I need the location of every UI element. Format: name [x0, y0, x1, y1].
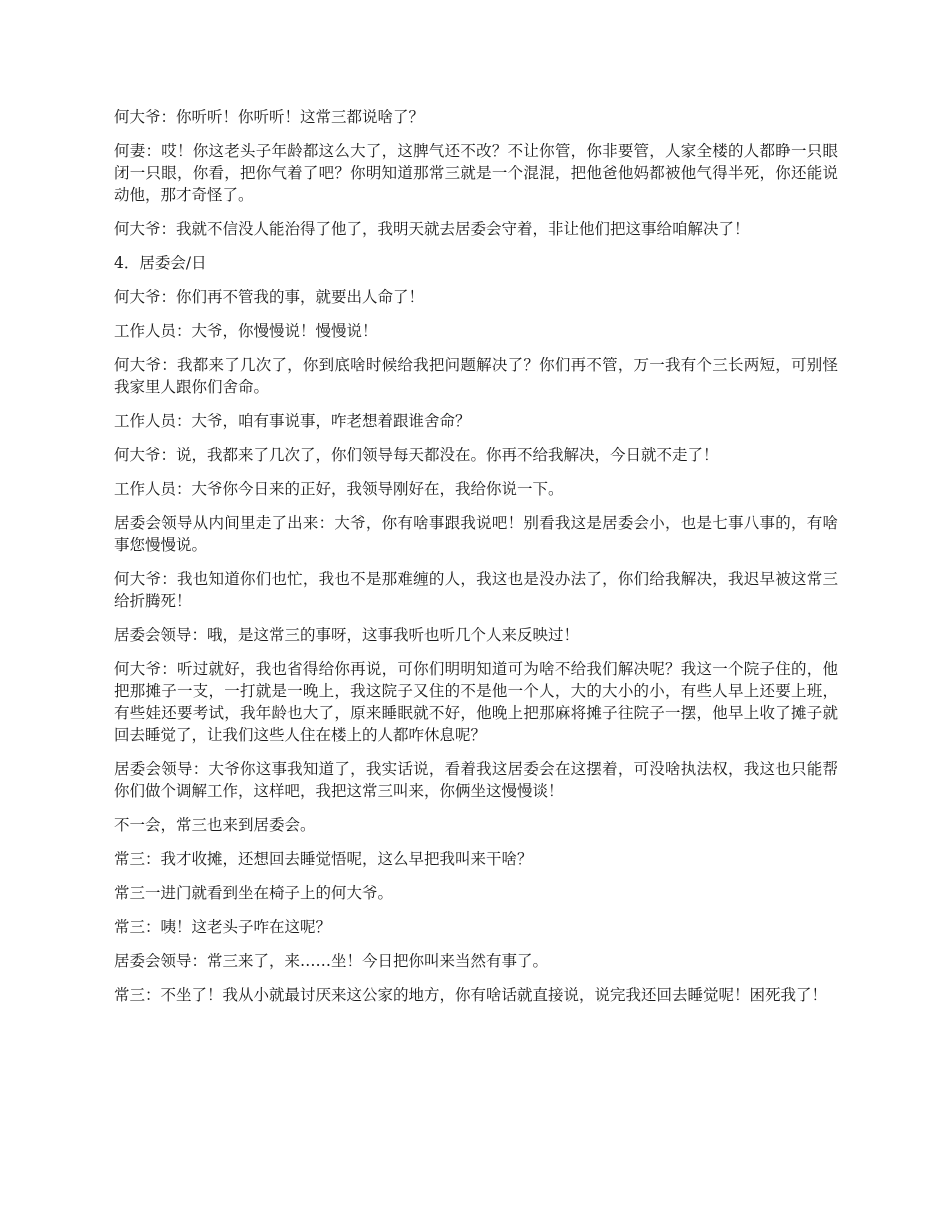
paragraph: 何大爷：我就不信没人能治得了他了，我明天就去居委会守着，非让他们把这事给咱解决了！ [114, 220, 750, 238]
paragraph: 常三：咦！这老头子咋在这呢？ [114, 918, 332, 936]
paragraph: 工作人员：大爷，咱有事说事，咋老想着跟谁舍命？ [114, 412, 471, 430]
paragraph: 居委会领导：常三来了，来……坐！今日把你叫来当然有事了。 [114, 952, 549, 970]
paragraph: 工作人员：大爷你今日来的正好，我领导刚好在，我给你说一下。 [114, 480, 564, 498]
document-page [114, 106, 838, 1018]
paragraph: 常三：不坐了！我从小就最讨厌来这公家的地方，你有啥话就直接说，说完我还回去睡觉呢！困死我了！ [114, 986, 828, 1004]
paragraph: 何大爷：我也知道你们也忙，我也不是那难缠的人，我这也是没办法了，你们给我解决，我迟早被这常三给折腾死！ [114, 570, 838, 610]
paragraph: 常三：我才收摊，还想回去睡觉悟呢，这么早把我叫来干啥？ [114, 850, 533, 868]
paragraph: 何大爷：听过就好，我也省得给你再说，可你们明明知道可为啥不给我们解决呢？我这一个院子住的，他把那摊子一支，一打就是一晚上，我这院子又住的不是他一个人，大的大小的小，有些人早上还要上班，有些娃还要考试，我年龄也大了，原来睡眠就不好，他晚上把那麻将摊子往院子一摆，他早上收了摊子就回去睡觉了，让我们这些人住在楼上的人都咋休息呢？ [114, 660, 838, 744]
scene-heading: 4．居委会/日 [114, 254, 207, 272]
paragraph: 居委会领导从内间里走了出来：大爷，你有啥事跟我说吧！别看我这是居委会小，也是七事八事的，有啥事您慢慢说。 [114, 514, 838, 554]
paragraph: 何大爷：我都来了几次了，你到底啥时候给我把问题解决了？你们再不管，万一我有个三长两短，可别怪我家里人跟你们舍命。 [114, 356, 838, 396]
paragraph: 何大爷：说，我都来了几次了，你们领导每天都没在。你再不给我解决，今日就不走了！ [114, 446, 719, 464]
paragraph: 常三一进门就看到坐在椅子上的何大爷。 [114, 884, 394, 902]
paragraph: 何大爷：你们再不管我的事，就要出人命了！ [114, 288, 425, 306]
paragraph: 何妻：哎！你这老头子年龄都这么大了，这脾气还不改？不让你管，你非要管，人家全楼的人都睁一只眼闭一只眼，你看，把你气着了吧？你明知道那常三就是一个混混，把他爸他妈都被他气得半死，你还能说动他，那才奇怪了。 [114, 142, 838, 204]
paragraph: 不一会，常三也来到居委会。 [114, 816, 316, 834]
paragraph: 居委会领导：大爷你这事我知道了，我实话说，看着我这居委会在这摆着，可没啥执法权，我这也只能帮你们做个调解工作，这样吧，我把这常三叫来，你俩坐这慢慢谈！ [114, 760, 838, 800]
paragraph: 居委会领导：哦，是这常三的事呀，这事我听也听几个人来反映过！ [114, 626, 580, 644]
paragraph: 何大爷：你听听！你听听！这常三都说啥了？ [114, 108, 425, 126]
paragraph: 工作人员：大爷，你慢慢说！慢慢说！ [114, 322, 378, 340]
